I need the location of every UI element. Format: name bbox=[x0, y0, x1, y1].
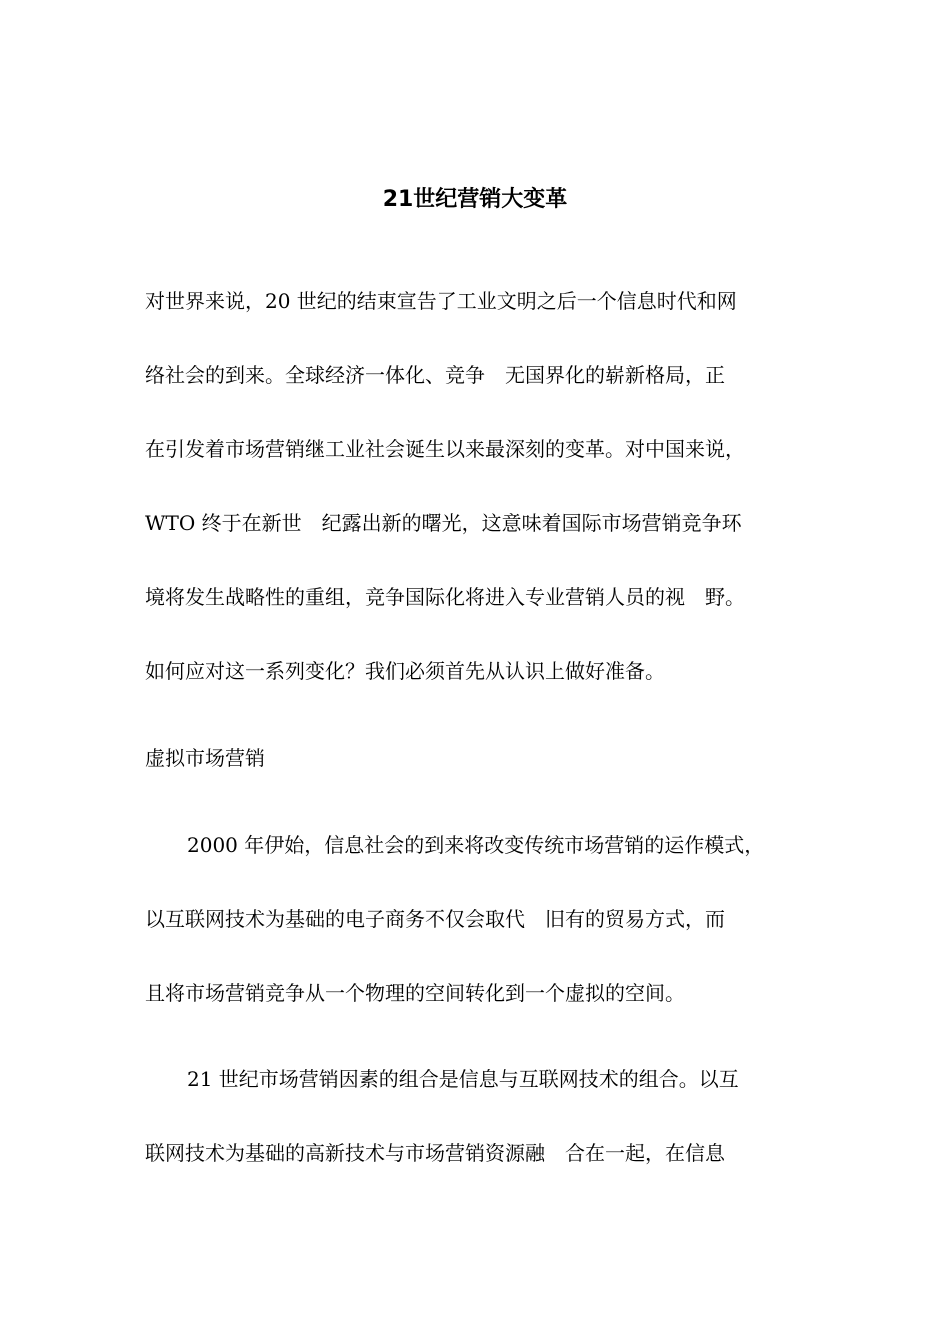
paragraph-line: 且将市场营销竞争从一个物理的空间转化到一个虚拟的空间。 bbox=[145, 981, 685, 1005]
section-heading: 虚拟市场营销 bbox=[145, 746, 265, 770]
document-title: 21世纪营销大变革 bbox=[382, 187, 568, 212]
paragraph-line: 21 世纪市场营销因素的组合是信息与互联网技术的组合。以互 bbox=[187, 1067, 739, 1091]
paragraph-line: 境将发生战略性的重组，竞争国际化将进入专业营销人员的视 野。 bbox=[145, 585, 745, 609]
paragraph-line: 如何应对这一系列变化？我们必须首先从认识上做好准备。 bbox=[145, 659, 665, 683]
paragraph-line: 在引发着市场营销继工业社会诞生以来最深刻的变革。对中国来说， bbox=[145, 437, 745, 461]
paragraph-line: 2000 年伊始，信息社会的到来将改变传统市场营销的运作模式， bbox=[187, 833, 765, 857]
paragraph-line: 以互联网技术为基础的电子商务不仅会取代 旧有的贸易方式，而 bbox=[145, 907, 725, 931]
paragraph-line: 联网技术为基础的高新技术与市场营销资源融 合在一起，在信息 bbox=[145, 1141, 725, 1165]
paragraph-line: WTO 终于在新世 纪露出新的曙光，这意味着国际市场营销竞争环 bbox=[145, 511, 742, 535]
paragraph-line: 对世界来说，20 世纪的结束宣告了工业文明之后一个信息时代和网 bbox=[145, 289, 737, 313]
paragraph-line: 络社会的到来。全球经济一体化、竞争 无国界化的崭新格局，正 bbox=[145, 363, 725, 387]
